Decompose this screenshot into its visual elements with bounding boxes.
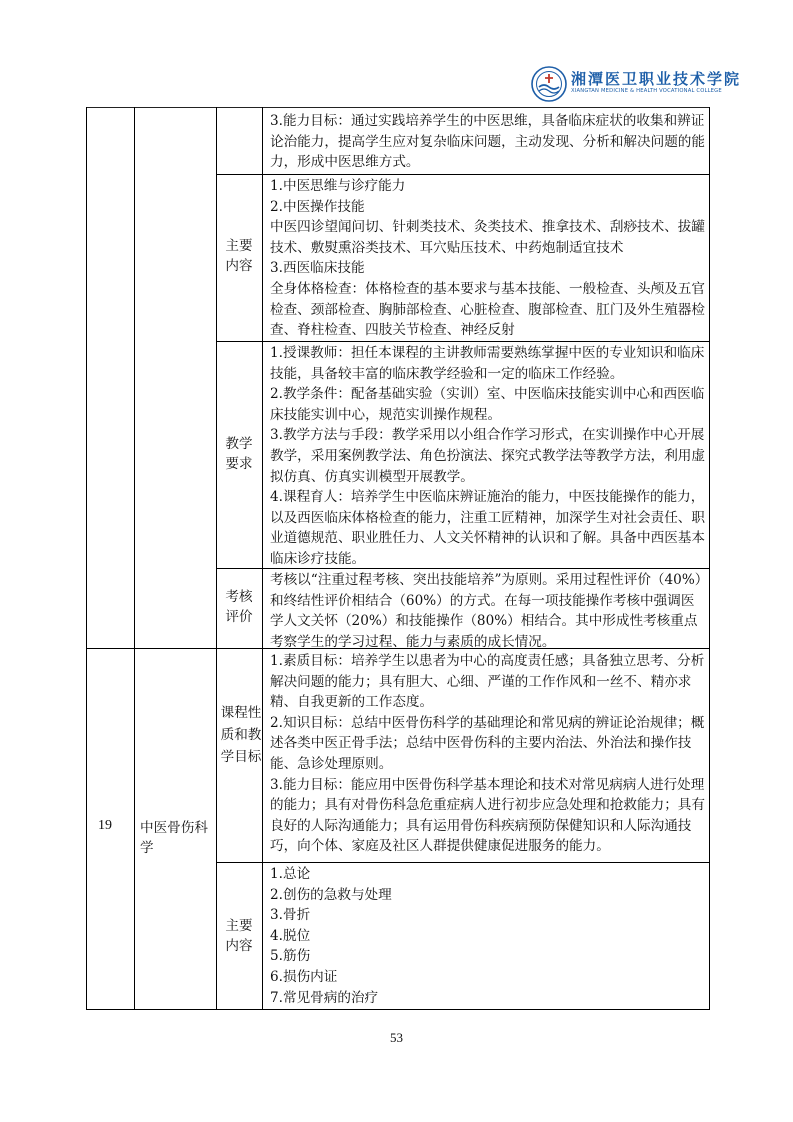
content-line: 2.创伤的急救与处理 xyxy=(270,886,392,903)
content-label: 主要内容 xyxy=(225,238,253,274)
content-label-19: 主要内容 xyxy=(225,918,253,954)
content-line: 1.中医思维与诊疗能力 xyxy=(270,178,406,194)
row-divider xyxy=(216,341,710,342)
teaching-line: 4.课程育人：培养学生中医临床辨证施治的能力，中医技能操作的能力，以及西医临床体格检查的能力，注重工匠精神，加深学生对社会责任、职业道德规范、职业胜任力、人文关怀精神的认识和了解。具备中西医基本临床诊疗技能。 xyxy=(270,489,705,567)
teaching-line: 2.教学条件：配备基础实验（实训）室、中医临床技能实训中心和西医临床技能实训中心，规范实训操作规程。 xyxy=(270,386,705,423)
page-number: 53 xyxy=(390,1030,403,1045)
content-line: 1.总论 xyxy=(270,866,311,882)
content-line: 全身体格检查：体格检查的基本要求与基本技能、一般检查、头颅及五官检查、颈部检查、胸肺部检查、心脏检查、腹部检查、肛门及外生殖器检查、脊柱检查、四肢关节检查、神经反射 xyxy=(270,280,705,339)
content-line: 6.损伤内证 xyxy=(270,968,338,985)
row-divider xyxy=(216,174,710,175)
content-list-19 xyxy=(270,864,706,1008)
course-name: 中医骨伤科学 xyxy=(140,820,208,856)
goals-list xyxy=(270,651,706,857)
teaching-list xyxy=(270,343,706,570)
school-name-cn: 湘潭医卫职业技术学院 xyxy=(571,70,742,88)
table-border-col1 xyxy=(134,107,135,1010)
teaching-line: 3.教学方法与手段：教学采用以小组合作学习形式，在实训操作中心开展教学，采用案例教学法、角色扮演法、探究式教学法等教学方法，利用虚拟仿真、仿真实训模型开展教学。 xyxy=(270,427,705,485)
school-name-en: XIANGTAN MEDICINE & HEALTH VOCATIONAL COLLEGE xyxy=(571,88,722,94)
table-border-bottom xyxy=(86,1009,710,1010)
content-line: 7.常见骨病的治疗 xyxy=(270,989,379,1006)
goals-line: 2.知识目标：总结中医骨伤科学的基础理论和常见病的辨证论治规律；概述各类中医正骨手法；总结中医骨伤科的主要内治法、外治法和操作技能、急诊处理原则。 xyxy=(270,714,705,772)
content-line: 3.骨折 xyxy=(270,907,311,924)
goals-line: 1.素质目标：培养学生以患者为中心的高度责任感；具备独立思考、分析解决问题的能力；具有胆大、心细、严谨的工作作风和一丝不、精亦求精、自我更新的工作态度。 xyxy=(270,653,705,711)
teaching-line: 1.授课教师：担任本课程的主讲教师需要熟练掌握中医的专业知识和临床技能，具备较丰富的临床教学经验和一定的临床工作经验。 xyxy=(270,345,705,382)
ability-goal-paragraph: 3.能力目标：通过实践培养学生的中医思维，具备临床症状的收集和辨证论治能力，提高学生应对复杂临床问题，主动发现、分析和解决问题的能力，形成中医思维方式。 xyxy=(270,113,705,171)
assessment-label: 考核评价 xyxy=(225,589,253,625)
content-line: 3.西医临床技能 xyxy=(270,260,365,277)
table-border-col2 xyxy=(216,107,217,1010)
assessment-text xyxy=(270,570,706,652)
course-number: 19 xyxy=(98,818,112,833)
table-border-left xyxy=(86,107,87,1010)
row-divider xyxy=(216,862,710,863)
content-line: 2.中医操作技能 xyxy=(270,198,365,215)
content-line: 5.筋伤 xyxy=(270,948,311,965)
table-border-right xyxy=(709,107,710,1010)
table-border-col3 xyxy=(262,107,263,1010)
goals-label: 课程性质和教学目标 xyxy=(220,705,262,765)
content-line: 4.脱位 xyxy=(270,927,311,944)
content-list xyxy=(270,176,706,341)
content-line: 中医四诊望闻问切、针刺类技术、灸类技术、推拿技术、刮痧技术、拔罐技术、敷熨熏浴类技术、耳穴贴压技术、中药炮制适宜技术 xyxy=(270,219,705,256)
goals-line: 3.能力目标：能应用中医骨伤科学基本理论和技术对常见病病人进行处理的能力；具有对骨伤科急危重症病人进行初步应急处理和抢救能力；具有良好的人际沟通能力；具有运用骨伤科疾病预防保健知识和人际沟通技巧，向个体、家庭及社区人群提供健康促进服务的能力。 xyxy=(270,776,705,855)
assessment-paragraph: 考核以“注重过程考核、突出技能培养”为原则。采用过程性评价（40%）和终结性评价相结合（60%）的方式。在每一项技能操作考核中强调医学人文关怀（20%）和技能操作（80%）相结合。其中形成性考核重点考察学生的学习过程、能力与素质的成长情况。 xyxy=(270,572,702,650)
ability-goal-text xyxy=(270,111,706,173)
teaching-label: 教学要求 xyxy=(225,436,253,472)
